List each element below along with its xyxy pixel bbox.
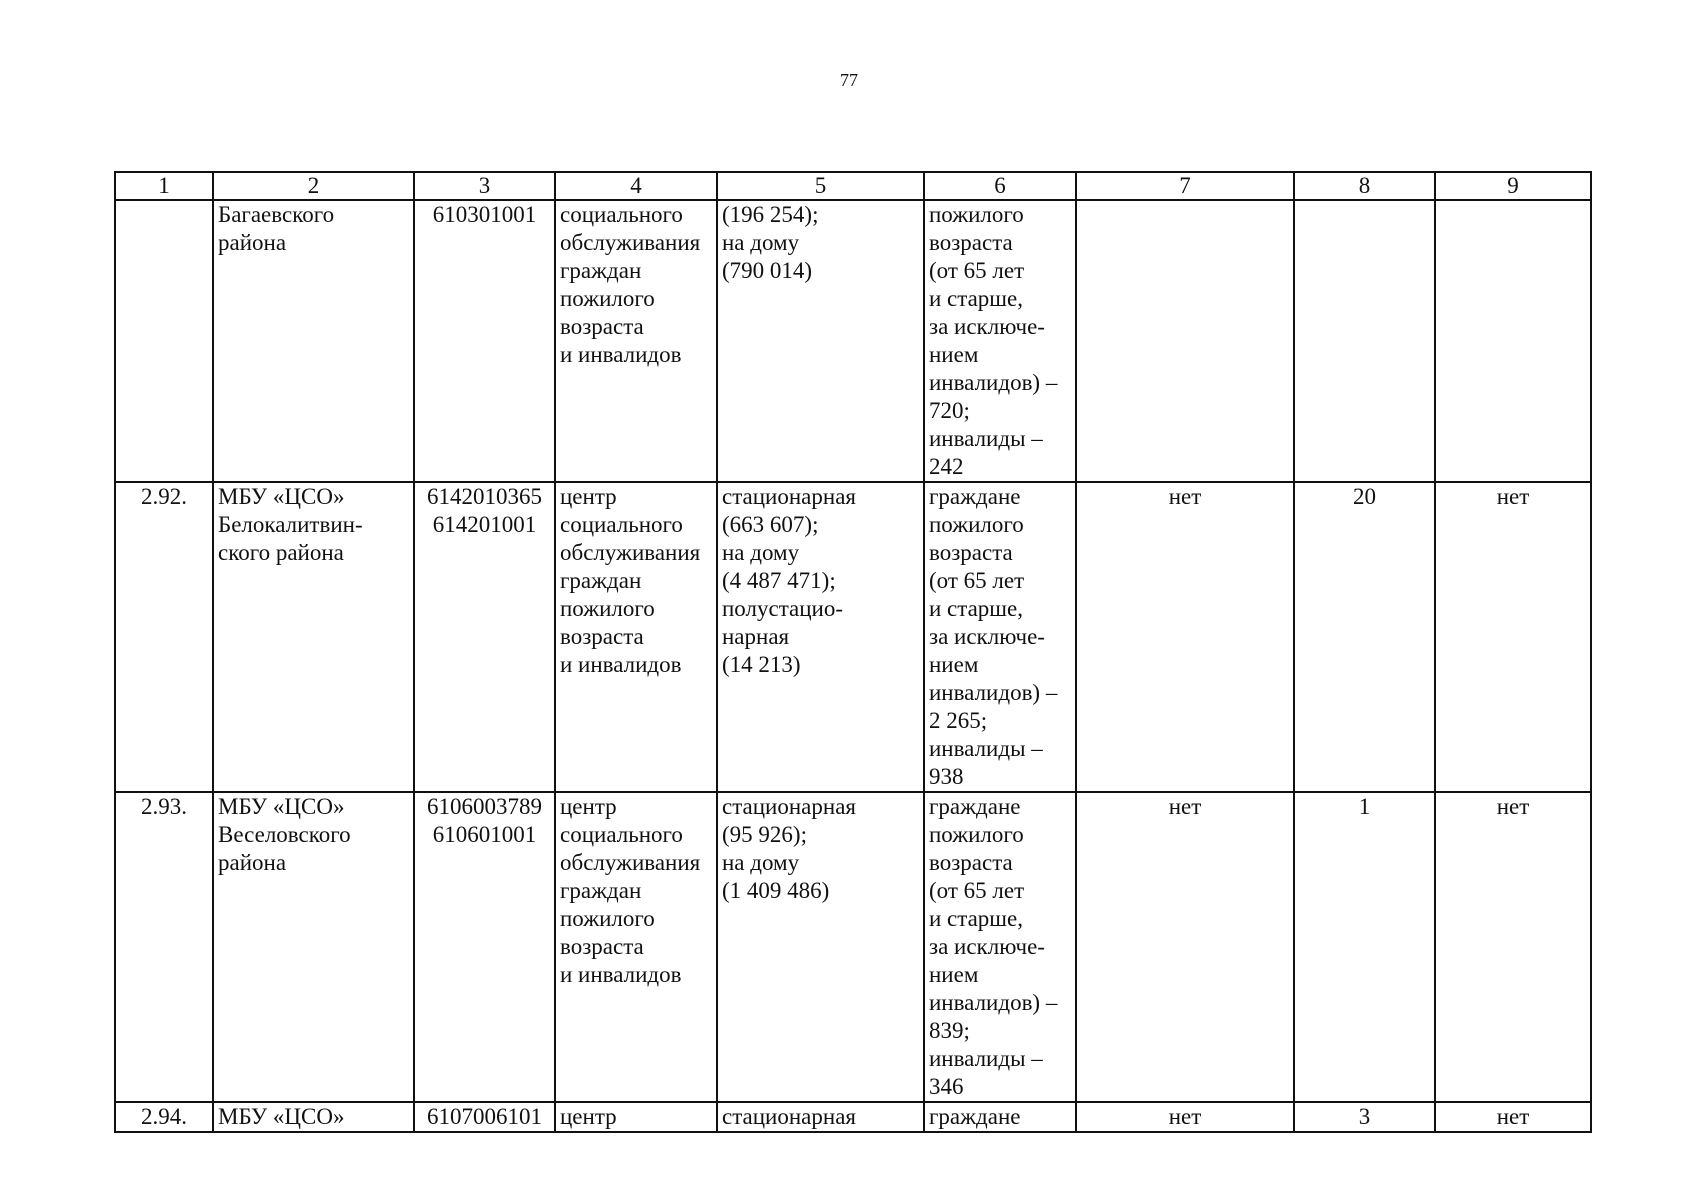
institution-name-cell: МБУ «ЦСО» Веселовского района bbox=[213, 792, 414, 1102]
row-number-cell bbox=[115, 200, 213, 482]
column-7-cell: нет bbox=[1076, 1102, 1294, 1132]
column-number: 8 bbox=[1294, 172, 1435, 200]
table-row bbox=[115, 482, 1591, 792]
table-row bbox=[115, 1102, 1591, 1132]
institution-name-cell: МБУ «ЦСО» bbox=[213, 1102, 414, 1132]
column-9-cell: нет bbox=[1435, 1102, 1591, 1132]
institution-type-cell: центр социального обслуживания граждан пожилого возраста и инвалидов bbox=[555, 482, 717, 792]
column-number: 1 bbox=[115, 172, 213, 200]
recipients-cell: граждане пожилого возраста (от 65 лет и старше, за исключе- нием инвалидов) – 839; инвалиды – 346 bbox=[924, 792, 1076, 1102]
column-number: 5 bbox=[717, 172, 924, 200]
institution-name-cell: Багаевского района bbox=[213, 200, 414, 482]
service-form-cell: стационарная (663 607); на дому (4 487 471); полустацио- нарная (14 213) bbox=[717, 482, 924, 792]
column-8-cell: 1 bbox=[1294, 792, 1435, 1102]
column-number: 3 bbox=[414, 172, 555, 200]
row-number-cell: 2.93. bbox=[115, 792, 213, 1102]
row-number-cell: 2.92. bbox=[115, 482, 213, 792]
tax-id-cell: 6142010365 614201001 bbox=[414, 482, 555, 792]
row-number-cell: 2.94. bbox=[115, 1102, 213, 1132]
table-row bbox=[115, 200, 1591, 482]
column-number: 4 bbox=[555, 172, 717, 200]
column-number: 9 bbox=[1435, 172, 1591, 200]
column-9-cell bbox=[1435, 200, 1591, 482]
tax-id-cell: 610301001 bbox=[414, 200, 555, 482]
recipients-cell: пожилого возраста (от 65 лет и старше, за исключе- нием инвалидов) – 720; инвалиды – 242 bbox=[924, 200, 1076, 482]
page-number: 77 bbox=[840, 70, 858, 90]
recipients-cell: граждане пожилого возраста (от 65 лет и старше, за исключе- нием инвалидов) – 2 265; инвалиды – 938 bbox=[924, 482, 1076, 792]
table-row bbox=[115, 792, 1591, 1102]
tax-id-cell: 6106003789 610601001 bbox=[414, 792, 555, 1102]
service-form-cell: (196 254); на дому (790 014) bbox=[717, 200, 924, 482]
column-9-cell: нет bbox=[1435, 482, 1591, 792]
institution-name-cell: МБУ «ЦСО» Белокалитвин- ского района bbox=[213, 482, 414, 792]
recipients-cell: граждане bbox=[924, 1102, 1076, 1132]
column-number: 7 bbox=[1076, 172, 1294, 200]
column-7-cell: нет bbox=[1076, 482, 1294, 792]
column-8-cell: 3 bbox=[1294, 1102, 1435, 1132]
column-8-cell: 20 bbox=[1294, 482, 1435, 792]
column-9-cell: нет bbox=[1435, 792, 1591, 1102]
institution-type-cell: центр социального обслуживания граждан пожилого возраста и инвалидов bbox=[555, 792, 717, 1102]
column-number: 2 bbox=[213, 172, 414, 200]
institutions-table bbox=[114, 171, 1592, 1133]
column-number: 6 bbox=[924, 172, 1076, 200]
column-8-cell bbox=[1294, 200, 1435, 482]
service-form-cell: стационарная bbox=[717, 1102, 924, 1132]
service-form-cell: стационарная (95 926); на дому (1 409 486) bbox=[717, 792, 924, 1102]
institution-type-cell: социального обслуживания граждан пожилого возраста и инвалидов bbox=[555, 200, 717, 482]
institution-type-cell: центр bbox=[555, 1102, 717, 1132]
tax-id-cell: 6107006101 bbox=[414, 1102, 555, 1132]
column-number-row bbox=[115, 172, 1591, 200]
column-7-cell: нет bbox=[1076, 792, 1294, 1102]
column-7-cell bbox=[1076, 200, 1294, 482]
